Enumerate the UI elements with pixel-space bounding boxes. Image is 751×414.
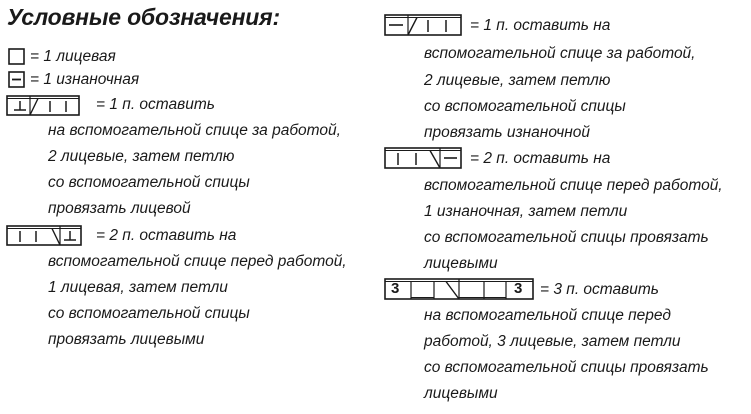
cable-right-purl-line-4: со вспомогательной спицы провязать [424,229,709,246]
cable-3x3-line-3: работой, 3 лицевые, затем петли [424,333,681,350]
cable-left-purl-line-3: 2 лицевые, затем петлю [424,72,611,89]
cable-3x3-line-4: со вспомогательной спицы провязать [424,359,709,376]
cable-left-purl-line-5: провязать изнаночной [424,124,591,141]
purl-stitch-symbol [8,71,25,88]
legend-title: Условные обозначения: [7,4,280,30]
cable-right-purl-line-2: вспомогательной спице перед работой, [424,177,723,194]
cable-left-1-line-3: 2 лицевые, затем петлю [48,148,235,165]
cable-left-1-line-1: = 1 п. оставить [96,96,215,113]
cable-right-1-line-2: вспомогательной спице перед работой, [48,253,347,270]
cable-left-1-line-2: на вспомогательной спице за работой, [48,122,341,139]
cable-2-front-1-purl-symbol [384,147,462,169]
cable-left-purl-line-1: = 1 п. оставить на [470,17,611,34]
cable-2-front-1-knit-symbol [6,225,82,246]
cable-right-1-line-1: = 2 п. оставить на [96,227,237,244]
cable-1-behind-2-purl-symbol [384,14,462,36]
knit-stitch-label: = 1 лицевая [30,48,116,65]
knit-stitch-symbol [8,48,25,65]
cable-left-1-line-4: со вспомогательной спицы [48,174,250,191]
cable-3-front-3-symbol-number-right: 3 [514,280,523,297]
cable-right-purl-line-1: = 2 п. оставить на [470,150,611,167]
cable-3x3-line-5: лицевыми [424,385,498,402]
cable-right-1-line-3: 1 лицевая, затем петли [48,279,228,296]
cable-right-purl-line-5: лицевыми [424,255,498,272]
cable-left-purl-line-4: со вспомогательной спицы [424,98,626,115]
cable-right-1-line-4: со вспомогательной спицы [48,305,250,322]
cable-3-front-3-symbol [384,278,534,300]
cable-right-purl-line-3: 1 изнаночная, затем петли [424,203,628,220]
cable-3-front-3-symbol-number-left: 3 [391,280,400,297]
cable-1-behind-2-knit-symbol [6,95,80,116]
cable-3x3-line-2: на вспомогательной спице перед [424,307,671,324]
cable-3x3-line-1: = 3 п. оставить [540,281,659,298]
cable-right-1-line-5: провязать лицевыми [48,331,205,348]
cable-left-purl-line-2: вспомогательной спице за работой, [424,45,696,62]
cable-left-1-line-5: провязать лицевой [48,200,191,217]
purl-stitch-label: = 1 изнаночная [30,71,140,88]
